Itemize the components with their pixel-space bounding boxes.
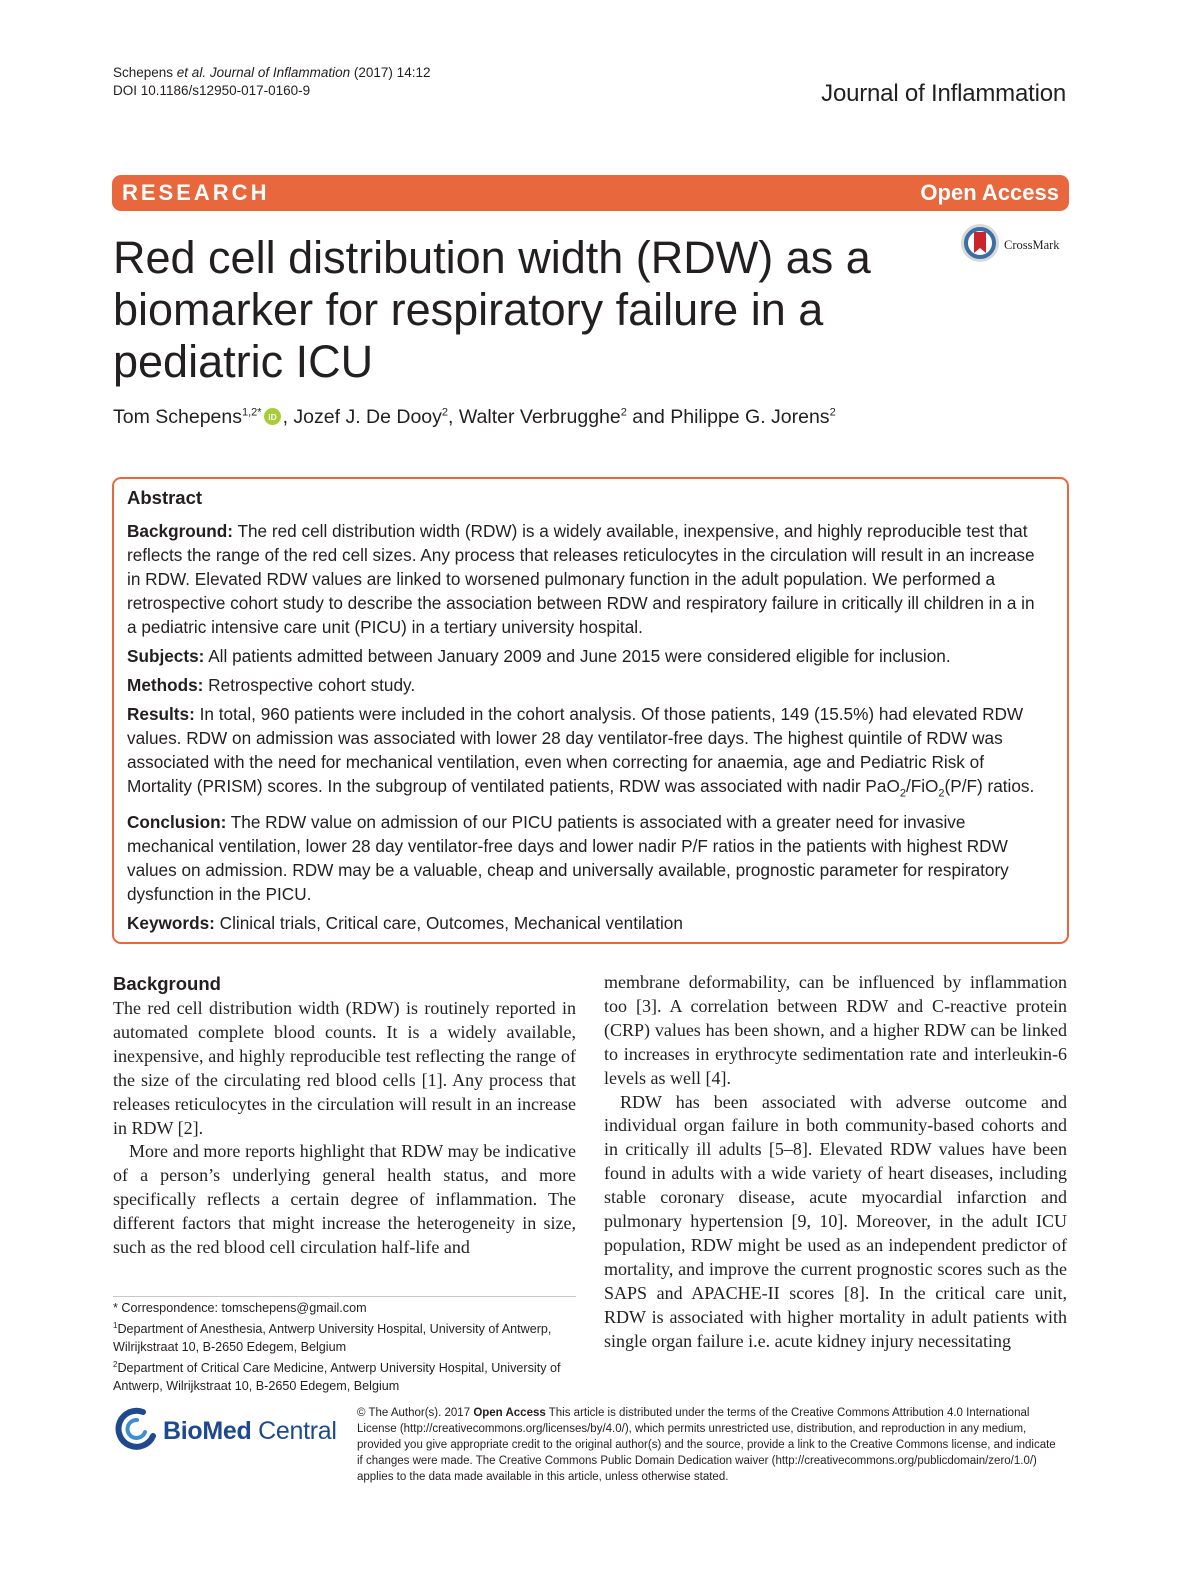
publisher-name-bold: BioMed: [163, 1416, 252, 1445]
journal-name: Journal of Inflammation: [821, 80, 1066, 107]
body-column-left: [113, 971, 576, 1260]
section-label: Methods:: [127, 675, 204, 695]
author-name[interactable]: , Walter Verbrugghe: [448, 406, 621, 428]
license-body: This article is distributed under the terms of the Creative Commons Attribution 4.0 International License (http://creativecommons.org/licenses/by/4.0/), which permits unrestricted use, distribution, and reproduction in any medium, provided you give appropriate credit to the original author(s) and the source, provide a link to the Creative Commons license, and indicate if changes were made. The Creative Commons Public Domain Dedication waiver (http://creativecommons.org/publicdomain/zero/1.0/) applies to the data made available in this article, unless otherwise stated.: [357, 1407, 1056, 1483]
section-text: The red cell distribution width (RDW) is a widely available, inexpensive, and highly reproducible test that reflects the range of the red cell sizes. Any process that releases reticulocytes in the circulation will result in an increase in RDW. Elevated RDW values are linked to worsened pulmonary function in the adult population. We performed a retrospective cohort study to describe the association between RDW and respiratory failure in critically ill children in a in a pediatric intensive care unit (PICU) in a tertiary university hospital.: [127, 521, 1035, 637]
author-list: [113, 406, 836, 431]
body-paragraph: RDW has been associated with adverse outcome and individual organ failure in both community-based cohorts and in critically ill adults [5–8]. Elevated RDW values have been found in adults with a wide variety of heart diseases, including stable coronary disease, acute myocardial infarction and pulmonary hypertension [9, 10]. Moreover, in the adult ICU population, RDW might be used as an independent predictor of mortality, and improve the current prognostic scores such as the SAPS and APACHE-II scores [8]. In the critical care unit, RDW is associated with higher mortality in adult patients with single organ failure i.e. acute kidney injury necessitating: [604, 1091, 1067, 1351]
author-name[interactable]: and Philippe G. Jorens: [626, 406, 830, 428]
affiliation-text: Department of Critical Care Medicine, Antwerp University Hospital, University of Antwerp, Wilrijkstraat 10, B-2650 Edegem, Belgium: [113, 1361, 561, 1394]
abstract-heading: Abstract: [127, 487, 203, 508]
author-affiliation: 2: [829, 406, 836, 419]
section-text: Clinical trials, Critical care, Outcomes, Mechanical ventilation: [214, 913, 683, 934]
publisher-logo[interactable]: [113, 1406, 335, 1456]
section-label: Keywords:: [127, 913, 215, 934]
section-label: Background:: [127, 521, 233, 541]
citation-et-al: et al.: [176, 65, 207, 80]
affiliation-1: [113, 1317, 576, 1356]
abstract-results: [127, 702, 1045, 805]
body-paragraph: membrane deformability, can be influenced by inflammation too [3]. A correlation between RDW and C-reactive protein (CRP) values has been shown, and a higher RDW can be linked to increases in erythrocyte sedimentation rate and interleukin-6 levels as well [4].: [604, 972, 1067, 1088]
footnotes: [113, 1299, 576, 1395]
section-text: All patients admitted between January 2009 and June 2015 were considered eligible for inclusion.: [204, 646, 951, 666]
section-text: /FiO: [905, 776, 939, 796]
citation: [113, 64, 430, 100]
crossmark-label: CrossMark: [1004, 237, 1060, 252]
abstract-keywords: [127, 911, 1045, 935]
affiliation-number: 1: [113, 1321, 118, 1330]
section-text: In total, 960 patients were included in the cohort analysis. Of those patients, 149 (15.5%) had elevated RDW values. RDW on admission was associated with lower 28 day ventilator-free days. The highest quintile of RDW was associated with the need for mechanical ventilation, even when correcting for anaemia, age and Pediatric Risk of Mortality (PRISM) scores. In the subgroup of ventilated patients, RDW was associated with nadir PaO: [127, 704, 1024, 796]
footnote-divider: [113, 1296, 576, 1297]
open-access-label: Open Access: [920, 180, 1059, 205]
orcid-icon[interactable]: [264, 408, 281, 431]
body-paragraph: The red cell distribution width (RDW) is routinely reported in automated complete blood counts. It is a widely available, inexpensive, and highly reproducible test reflecting the range of the size of the circulating red blood cells [1]. Any process that releases reticulocytes in the circulation will result in an increase in RDW [2].: [113, 998, 576, 1138]
author-affiliation: 2: [441, 406, 449, 419]
citation-journal: Journal of Inflammation: [206, 65, 351, 80]
section-heading: Background: [113, 973, 221, 994]
publisher-name-rest: Central: [251, 1416, 337, 1445]
crossmark-icon: [960, 223, 1000, 268]
author-name[interactable]: , Jozef J. De Dooy: [282, 406, 442, 428]
license-text: [357, 1406, 1057, 1486]
doi[interactable]: DOI 10.1186/s12950-017-0160-9: [113, 83, 311, 98]
abstract-box: [112, 477, 1069, 944]
abstract-background: [127, 519, 1045, 639]
svg-text:iD: iD: [267, 411, 277, 422]
article-type-label: RESEARCH: [122, 180, 270, 205]
abstract-conclusion: [127, 810, 1045, 906]
biomed-central-logo-icon: [113, 1406, 159, 1457]
author-name[interactable]: Tom Schepens: [113, 406, 242, 428]
article-title: Red cell distribution width (RDW) as a biomarker for respiratory failure in a pediatric ICU: [113, 232, 871, 387]
affiliation-text: Department of Anesthesia, Antwerp University Hospital, University of Antwerp, Wilrijkstraat 10, B-2650 Edegem, Belgium: [113, 1322, 552, 1355]
citation-volume: (2017) 14:12: [350, 65, 431, 80]
section-text: (P/F) ratios.: [944, 776, 1035, 796]
section-label: Subjects:: [127, 646, 205, 666]
section-text: Retrospective cohort study.: [203, 675, 416, 695]
body-column-right: [604, 971, 1067, 1354]
affiliation-number: 2: [113, 1360, 118, 1370]
abstract-subjects: [127, 644, 1045, 668]
correspondence[interactable]: * Correspondence: tomschepens@gmail.com: [113, 1301, 367, 1315]
author-affiliation: 1,2*: [242, 406, 262, 419]
article-type-bar: [112, 175, 1069, 211]
author-affiliation: 2: [620, 406, 627, 419]
subscript: 2: [899, 787, 906, 800]
section-text: The RDW value on admission of our PICU patients is associated with a greater need for invasive mechanical ventilation, lower 28 day ventilator-free days and lower nadir P/F ratios in the patients with highest RDW values on admission. RDW may be a valuable, cheap and universally available, prognostic parameter for respiratory dysfunction in the PICU.: [127, 812, 1009, 905]
abstract-methods: [127, 673, 1045, 697]
crossmark-button[interactable]: [960, 224, 1070, 266]
publisher-name: [163, 1417, 337, 1446]
section-label: Results:: [127, 704, 195, 724]
citation-authors: Schepens: [113, 65, 177, 80]
copyright: © The Author(s). 2017: [357, 1407, 474, 1419]
body-paragraph: More and more reports highlight that RDW may be indicative of a person’s underlying general health status, and more specifically reflects a certain degree of inflammation. The different factors that might increase the heterogeneity in size, such as the red blood cell circulation half-life and: [113, 1141, 576, 1258]
open-access-bold: Open Access: [473, 1407, 546, 1419]
subscript: 2: [938, 787, 945, 800]
section-label: Conclusion:: [127, 812, 227, 833]
affiliation-2: [113, 1356, 576, 1395]
